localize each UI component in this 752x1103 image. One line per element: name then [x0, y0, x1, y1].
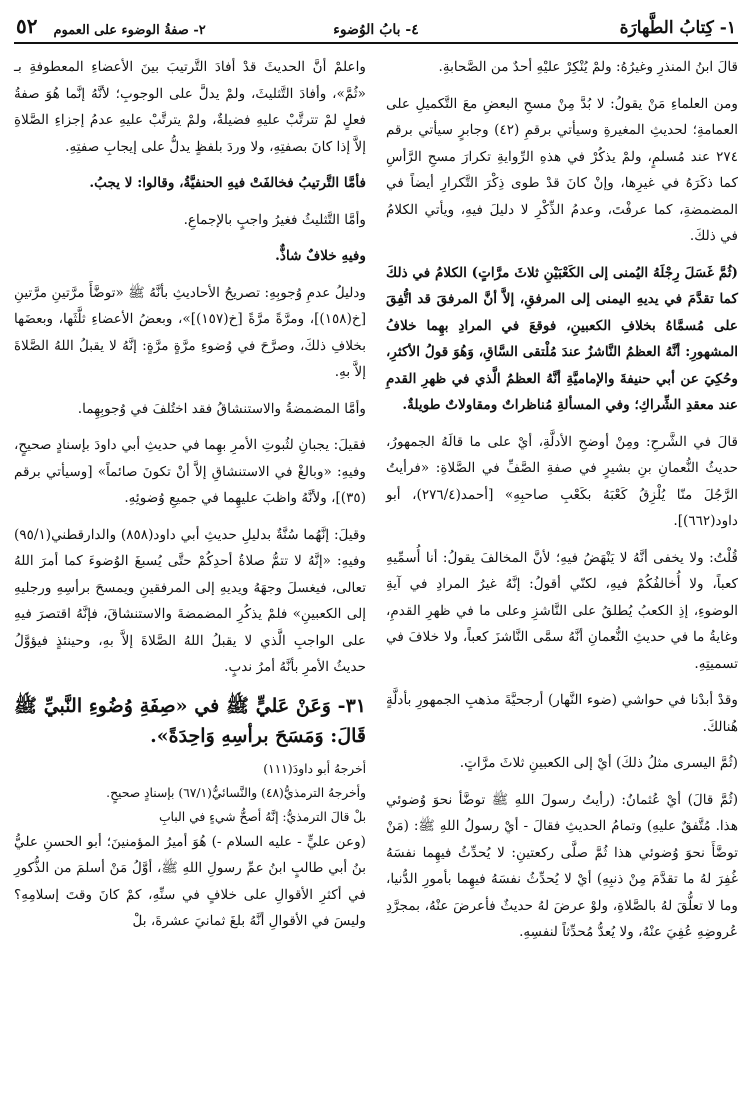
left-column: [14, 54, 366, 1096]
paragraph: وقيلَ: إنَّهُما سُنَّةٌ بدليلِ حديثِ أبي داود(٨٥٨) والدارقطني(٩٥/١) وفيهِ: «إنَّهُ لا تتمُّ صلاةُ أحدِكُمْ حتَّى يُسبغَ الوُضوءَ كما أمرَ اللهُ تعالى، فيغسلَ وجهَهُ ويديهِ إلى المرفقينِ ويمسحَ برأسِهِ ورجليهِ إلى الكعبينِ» فلمْ يذكُرِ المضمضةَ والاستنشاقَ، فإنَّهُ اقتصرَ فيهِ على الواجبِ الَّذي لا يقبلُ اللهُ الصَّلاةَ إلاَّ بهِ، وحينئذٍ فيؤوَّلُ حديثُ الأمرِ بأنَّهُ أمرُ ندبٍ.: [14, 526, 366, 675]
paragraph: فقيلَ: يجبانِ لثُبوتِ الأمرِ بهِما في حديثِ أبي داودَ بإسنادٍ صحيحٍ، وفيهِ: «وبالغْ في الاستنشاقِ إلاَّ أنْ تكونَ صائماً» [وسيأتي برقم (٣٥)]، ولأنَّهُ واظبَ عليهِما في جميعِ وُضوئِهِ.: [14, 437, 366, 506]
header-left: [16, 14, 206, 38]
paragraph: وأمَّا المضمضةُ والاستنشاقُ فقد اختُلفَ في وُجوبِهِما.: [77, 400, 366, 417]
section-title: ٢- صفةُ الوضوء على العموم: [53, 23, 206, 38]
paragraph: وفيهِ خلافٌ شاذٌّ.: [275, 248, 366, 264]
takhrij-line: وأخرجهُ الترمذيُّ(٤٨) والنَّسائيُّ(٦٧/١) بإسنادٍ صحيحٍ.: [106, 785, 366, 800]
takhrij-line: بلْ قالَ الترمذيُّ: إنَّهُ أصحُّ شيءٍ في البابِ: [158, 809, 366, 824]
takhrij-line: أخرجهُ أبو داودَ(١١١): [263, 761, 366, 776]
page: [14, 10, 738, 1096]
paragraph: واعلمْ أنَّ الحديثَ قدْ أفادَ التَّرتيبَ بينَ الأعضاءِ المعطوفةِ بـ «ثُمَّ»، وأفادَ التَّثليثَ، ولمْ يدلَّ على الوجوبِ؛ لأنَّهُ إنَّما هُوَ صفةُ فعلٍ لمْ تترتَّبْ عليهِ فضيلةٌ، ولمْ يترتَّبْ عليهِ عدمُ إجزاءِ الصَّلاةِ إلاَّ إذا كانَ بصفتِهِ، ولا وردَ بلفظٍ يدلُّ على إيجابِ صفتِهِ.: [14, 59, 366, 155]
book-title: ١- كِتابُ الطَّهارَة: [619, 18, 736, 38]
paragraph: ودليلُ عدمِ وُجوبِهِ: تصريحُ الأحاديثِ بأنَّهُ ﷺ «توضَّأَ مرَّتينِ مرَّتينِ [خ(١٥٨)]، ومرَّةً مرَّةً [خ(١٥٧)]»، وبعضُ الأعضاءِ ثلَّثَها، وبعضَها بخلافِ ذلكَ، وصرَّحَ في وُضوءِ مرَّةٍ مرَّةٍ: إنَّهُ لا يقبلُ اللهُ الصَّلاةَ إلاَّ بهِ.: [14, 284, 366, 380]
paragraph: وقدْ أبدْنا في حواشي (ضوء النَّهار) أرجحيَّةَ مذهبِ الجمهورِ بأدلَّةٍ هُنالكَ.: [386, 692, 738, 735]
paragraph: (وعن عليٍّ - عليه السلام -) هُوَ أميرُ المؤمنينَ؛ أبو الحسنِ عليُّ بنُ أبي طالبٍ ابنُ عمِّ رسولِ اللهِ ﷺ، أوَّلُ مَنْ أسلمَ من الذُّكورِ في أكثرِ الأقوالِ على خلافٍ في سنِّهِ، كمْ كانَ وقتَ إسلامِهِ؟ وليسَ في الأقوالِ أنَّهُ بلغَ ثمانيَ عشرةَ، بلْ: [14, 833, 366, 929]
running-header: [14, 10, 738, 44]
paragraph: (ثُمَّ قالَ) أيْ عُثمانُ: (رأيتُ رسولَ اللهِ ﷺ توضَّأ نحوَ وُضوئي هذا. مُتَّفقٌ عليهِ) وتمامُ الحديثِ فقالَ - أيْ رسولُ اللهِ ﷺ: (مَنْ توضَّأَ نحوَ وُضوئي هذا ثُمَّ صلَّى ركعتينِ: لا يُحدِّثُ فيهِما نفسَهُ غُفِرَ لهُ ما تقدَّمَ مِنْ ذنبِهِ) أيْ لا يُحدِّثُ نفسَهُ فيهِما بأمورِ الدُّنيا، وما لا تعلُّقَ لهُ بالصَّلاةِ، ولوْ عرضَ لهُ حديثٌ فأعرضَ عنْهُ، بمجرَّدِ عُروضِهِ عُفِيَ عنْهُ، ولا يُعدُّ مُحدِّثاً لنفسِهِ.: [386, 791, 738, 940]
paragraph: قُلْتُ: ولا يخفى أنَّهُ لا يَنْهَضُ فيهِ؛ لأنَّ المخالفَ يقولُ: أنا أُسمِّيهِ كعباً، ولا أُخالفُكُمْ فيهِ، لكنّي أقولُ: إنَّهُ غيرُ المرادِ في آيةِ الوضوءِ، إذِ الكعبُ يُطلقُ على النَّاشزِ وعلى ما في ظهرِ القدمِ، وغايةُ ما في حديثِ النُّعمانِ أنَّهُ سمَّى النَّاشزَ كعباً، ولا خلافَ في تسميتِهِ.: [386, 549, 738, 672]
takhrij-block: [14, 757, 366, 829]
hadith-heading: ٣١- وَعَنْ عَليٍّ ﷺ في «صِفَةِ وُضُوءِ النَّبيِّ ﷺ قَالَ: وَمَسَحَ برأسِهِ وَاحِدَةً».: [14, 694, 366, 747]
paragraph: ومن العلماءِ مَنْ يقولُ: لا بُدَّ مِنْ مسحِ البعضِ معَ التَّكميلِ على العمامةِ؛ لحديثِ المغيرةِ وسيأتي برقمِ (٤٢) وجابرٍ سيأتي برقم ٢٧٤ عند مُسلمٍ، ولمْ يذكُرْ في هذهِ الرِّوايةِ تكرارَ مسحِ الرَّأسِ كما ذكَرَهُ في غيرِها، وإنْ كانَ قدْ طوى ذِكْرَ التَّكرارِ أيضاً في المضمضةِ، كما عرفْتَ، وعدمُ الذِّكْرِ لا دليلَ فيهِ، ويأتي الكلامُ في ذلكَ.: [386, 95, 738, 244]
text-columns: [14, 54, 738, 1096]
paragraph: فأمَّا التَّرتيبُ فخالفَتْ فيهِ الحنفيَّةُ، وقالوا: لا يجبُ.: [89, 175, 366, 191]
paragraph: (ثُمَّ غَسَلَ رِجْلَهُ اليُمنى إلى الكَعْبَيْنِ ثلاثَ مرَّاتٍ) الكلامُ في ذلكَ كما تقدَّمَ في يديهِ اليمنى إلى المرفقِ، إلاَّ أنَّ المرفقَ قد اتُّفِقَ على مُسمَّاهُ بخلافِ الكعبينِ، فوقعَ في المرادِ بهِما خلافُ المشهورِ: أنَّهُ العظمُ النَّاشزُ عندَ مُلْتقى السَّاقِ، وَهُوَ قولُ الأكثرِ، وحُكِيَ عن أبي حنيفةَ والإماميَّةِ أنَّهُ العظمُ الَّذي في ظهرِ القدمِ عند معقدِ الشِّراكِ؛ وفي المسألةِ مُناظراتٌ ومقاولاتٌ طويلةٌ.: [386, 264, 738, 413]
right-column: [386, 54, 738, 1096]
paragraph: وأمَّا التَّثليثُ فغيرُ واجبٍ بالإجماعِ.: [183, 211, 366, 228]
paragraph: قالَ ابنُ المنذرِ وغيرُهُ: ولمْ يُنْكِرْ عليْهِ أحدٌ من الصَّحابةِ.: [438, 59, 738, 75]
chapter-title: ٤- بابُ الوُضوء: [333, 22, 419, 38]
paragraph: (ثُمَّ اليسرى مثلُ ذلكَ) أيْ إلى الكعبينِ ثلاثَ مرَّاتٍ.: [459, 755, 738, 771]
page-number: ٥٢: [16, 14, 38, 38]
paragraph: قالَ في الشَّرحِ: ومِنْ أوضحِ الأدلَّةِ، أيْ على ما قالَهُ الجمهورُ، حديثُ النُّعمانِ بنِ بشيرٍ في صفةِ الصَّفِّ في الصَّلاةِ: «فرأيتُ الرَّجُلَ منّا يُلْزِقُ كَعْبَهُ بكَعْبِ صاحبِهِ» [أحمد(٢٧٦/٤)، أبو داود(٦٦٢)].: [386, 433, 738, 529]
